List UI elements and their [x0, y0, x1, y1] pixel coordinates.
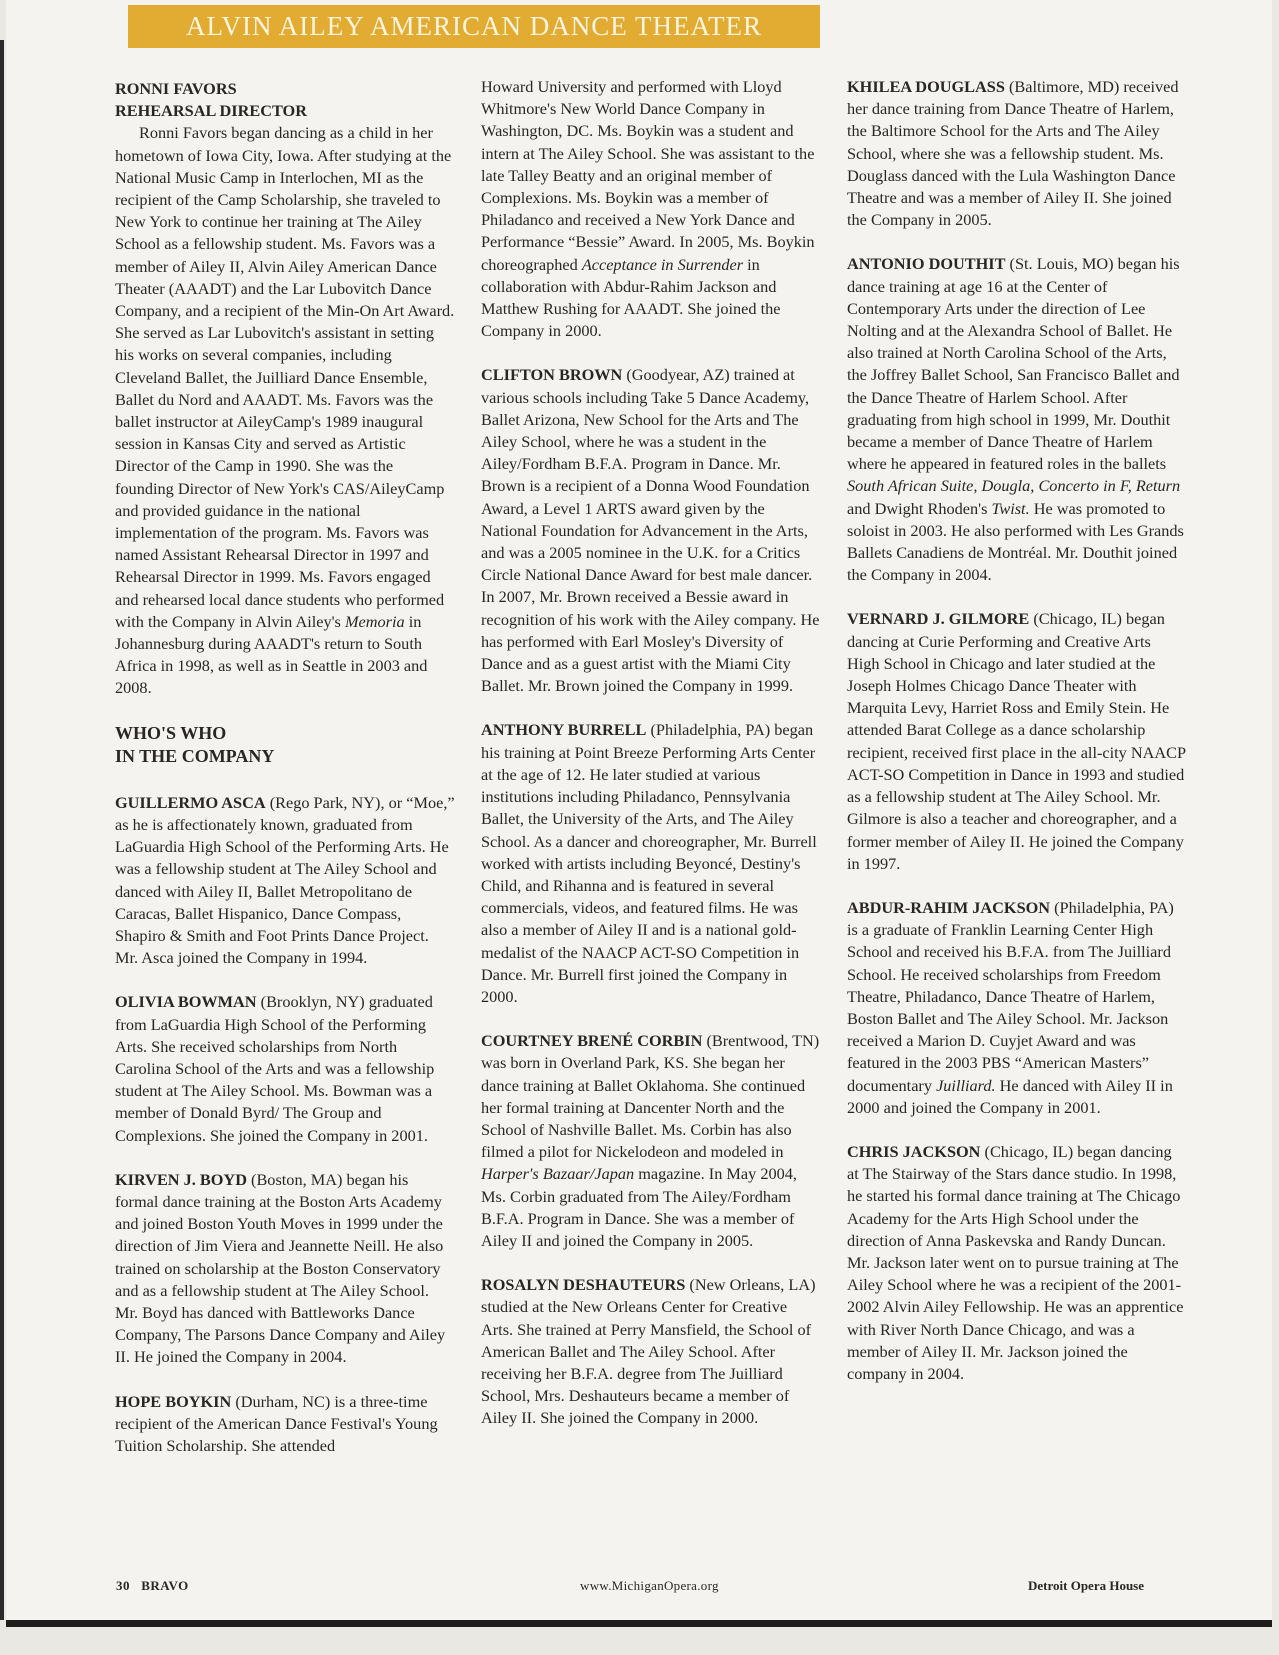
page-spine — [0, 40, 4, 1620]
burrell-entry: ANTHONY BURRELL (Philadelphia, PA) began his training at Point Breeze Performing Arts Center at the age of 12. He later studied at various institutions including Philadanco, Pennsylvania Ballet, the University of the Arts, and The Ailey School. As a dancer and choreographer, Mr. Burrell worked with artists including Beyoncé, Destiny's Child, and Rihanna and is featured in several commercials, videos, and featured films. He was also a member of Ailey II and is a national gold-medalist of the NAACP ACT-SO Competition in Dance. Mr. Burrell first joined the Company in 2000. — [481, 720, 817, 1006]
deshauteurs-name: ROSALYN DESHAUTEURS — [481, 1275, 686, 1295]
bowman-entry: OLIVIA BOWMAN (Brooklyn, NY) graduated from LaGuardia High School of the Performing Arts. She received scholarships from North Carolina School of the Arts and was a fellowship student at The Ailey School. Ms. Bowman was a member of Donald Byrd/ The Group and Complexions. She joined the Company in 2001. — [115, 992, 435, 1145]
boyd-entry: KIRVEN J. BOYD (Boston, MA) began his formal dance training at the Boston Arts Academy and joined Boston Youth Moves in 1999 under the direction of Jim Viera and Jeannette Neill. He also trained on scholarship at the Boston Conservatory and as a fellowship student at The Ailey School. Mr. Boyd has danced with Battleworks Dance Company, The Parsons Dance Company and Ailey II. He joined the Company in 2004. — [115, 1169, 446, 1367]
boykin-work-title: Acceptance in Surrender — [581, 254, 744, 274]
header-title: ALVIN AILEY AMERICAN DANCE THEATER — [186, 11, 762, 41]
asca-name: GUILLERMO ASCA — [115, 792, 266, 812]
burrell-name: ANTHONY BURRELL — [481, 720, 647, 740]
gilmore-name: VERNARD J. GILMORE — [847, 609, 1030, 629]
douglass-entry: KHILEA DOUGLASS (Baltimore, MD) received her dance training from Dance Theatre of Harlem, the Baltimore School for the Arts and The Ailey School, where she was a fellowship student. Ms. Douglass danced with the Lula Washington Dance Theatre and was a member of Ailey II. She joined the Company in 2005. — [847, 77, 1179, 230]
column-3 — [847, 76, 1187, 1407]
bowman-name: OLIVIA BOWMAN — [115, 992, 257, 1012]
page-number: 30 — [116, 1578, 130, 1593]
publication-name: BRAVO — [141, 1578, 189, 1593]
boyd-name: KIRVEN J. BOYD — [115, 1169, 247, 1189]
ronni-bio: Ronni Favors began dancing as a child in her hometown of Iowa City, Iowa. After studying at the National Music Camp in Interlochen, MI as the recipient of the Camp Scholarship, she traveled to New York to continue her training at The Ailey School as a fellowship student. Ms. Favors was a member of Ailey II, Alvin Ailey American Dance Theater (AAADT) and the Lar Lubovitch Dance Company, and a recipient of the Min-On Art Award. She served as Lar Lubovitch's assistant in setting his works on several companies, including Cleveland Ballet, the Juilliard Dance Ensemble, Ballet du Nord and AAADT. Ms. Favors was the ballet instructor at AileyCamp's 1989 inaugural session in Kansas City and served as Artistic Director of the Camp in 1990. She was the founding Director of New York's CAS/AileyCamp and provided guidance in the national implementation of the program. Ms. Favors was named Assistant Rehearsal Director in 1997 and Rehearsal Director in 1999. Ms. Favors engaged and rehearsed local dance students who performed with the Company in Alvin Ailey's Memoria in Johannesburg during AAADT's return to South Africa in 1998, as well as in Seattle in 2003 and 2008. — [115, 123, 455, 698]
ronni-name: RONNI FAVORS — [115, 79, 237, 98]
ronni-role: REHEARSAL DIRECTOR — [115, 101, 307, 121]
boykin-name: HOPE BOYKIN — [115, 1391, 232, 1411]
cjackson-name: CHRIS JACKSON — [847, 1141, 981, 1161]
ajackson-entry: ABDUR-RAHIM JACKSON (Philadelphia, PA) is a graduate of Franklin Learning Center High School and received his B.F.A. from The Juilliard School. He received scholarships from Freedom Theatre, Philadanco, Dance Theatre of Harlem, Boston Ballet and The Ailey School. Mr. Jackson received a Marion D. Cuyjet Award and was featured in the 2003 PBS “American Masters” documentary Juilliard. He danced with Ailey II in 2000 and joined the Company in 2001. — [847, 897, 1174, 1117]
brown-name: CLIFTON BROWN — [481, 365, 623, 385]
column-2 — [481, 76, 821, 1452]
boykin-entry-cont — [481, 76, 821, 342]
deshauteurs-entry: ROSALYN DESHAUTEURS (New Orleans, LA) studied at the New Orleans Center for Creative Arts. She trained at Perry Mansfield, the School of American Ballet and The Ailey School. After receiving her B.F.A. degree from The Juilliard School, Mrs. Deshauteurs became a member of Ailey II. She joined the Company in 2000. — [481, 1275, 816, 1428]
douthit-name: ANTONIO DOUTHIT — [847, 254, 1006, 274]
bottom-rule — [6, 1620, 1272, 1627]
corbin-name: COURTNEY BRENÉ CORBIN — [481, 1031, 703, 1051]
boykin-cont-text: Howard University and performed with Lloyd Whitmore's New World Dance Company in Washington, DC. Ms. Boykin was a student and intern at The Ailey School. She was assistant to the late Talley Beatty and an original member of Complexions. Ms. Boykin was a member of Philadanco and received a New York Dance and Performance “Bessie” Award. In 2005, Ms. Boykin choreographed Acceptance in Surrender in collaboration with Abdur-Rahim Jackson and Matthew Rushing for AAADT. She joined the Company in 2000. — [481, 77, 815, 341]
douglass-name: KHILEA DOUGLASS — [847, 77, 1005, 96]
footer-url: www.MichiganOpera.org — [580, 1578, 719, 1593]
douthit-entry: ANTONIO DOUTHIT (St. Louis, MO) began his dance training at age 16 at the Center of Contemporary Arts under the direction of Lee Nolting and at the Alexandra School of Ballet. He also trained at North Carolina School of the Arts, the Joffrey Ballet School, San Francisco Ballet and the Dance Theatre of Harlem School. After graduating from high school in 1999, Mr. Douthit became a member of Dance Theatre of Harlem where he appeared in featured roles in the ballets South African Suite, Dougla, Concerto in F, Return and Dwight Rhoden's Twist. He was promoted to soloist in 2003. He also performed with Les Grands Ballets Canadiens de Montréal. Mr. Douthit joined the Company in 2004. — [847, 254, 1184, 585]
footer-venue: Detroit Opera House — [1028, 1578, 1145, 1593]
gilmore-entry: VERNARD J. GILMORE (Chicago, IL) began dancing at Curie Performing and Creative Arts High School in Chicago and later studied at the Joseph Holmes Chicago Dance Theater with Marquita Levy, Harriet Ross and Emily Stein. He attended Barat College as a dance scholarship recipient, received first place in the all-city NAACP ACT-SO Competition in Dance in 1993 and studied as a fellowship student at The Ailey School. Mr. Gilmore is also a teacher and choreographer, and a former member of Ailey II. He joined the Company in 1997. — [847, 609, 1186, 873]
boykin-entry: HOPE BOYKIN (Durham, NC) is a three-time recipient of the American Dance Festival's Young Tuition Scholarship. She attended — [115, 1391, 438, 1455]
brown-entry: CLIFTON BROWN (Goodyear, AZ) trained at various schools including Take 5 Dance Academy, Ballet Arizona, New School for the Arts and The Ailey School, where he was a student in the Ailey/Fordham B.F.A. Program in Dance. Mr. Brown is a recipient of a Donna Wood Foundation Award, a Level 1 ARTS award given by the National Foundation for Advancement in the Arts, and was a 2005 nominee in the U.K. for a Critics Circle National Dance Award for best male dancer. In 2007, Mr. Brown received a Bessie award in recognition of his work with the Ailey company. He has performed with Earl Mosley's Diversity of Dance and as a guest artist with the Miami City Ballet. Mr. Brown joined the Company in 1999. — [481, 365, 820, 696]
whos-who-heading: WHO'S WHO IN THE COMPANY — [115, 722, 275, 766]
column-1 — [115, 78, 455, 1479]
ronni-favors-entry — [115, 78, 455, 700]
cjackson-entry: CHRIS JACKSON (Chicago, IL) began dancing at The Stairway of the Stars dance studio. In 1998, he started his formal dance training at The Chicago Academy for the Arts High School under the direction of Anna Paskevska and Randy Duncan. Mr. Jackson later went on to pursue training at The Ailey School where he was a recipient of the 2001-2002 Alvin Ailey Fellowship. He was an apprentice with River North Dance Chicago, and was a member of Ailey II. Mr. Jackson joined the company in 2004. — [847, 1141, 1184, 1383]
asca-entry: GUILLERMO ASCA (Rego Park, NY), or “Moe,” as he is affectionately known, graduated from LaGuardia High School of the Performing Arts. He was a fellowship student at The Ailey School and danced with Ailey II, Ballet Metropolitano de Caracas, Ballet Hispanico, Dance Compass, Shapiro & Smith and Foot Prints Dance Project. Mr. Asca joined the Company in 1994. — [115, 792, 455, 968]
footer-left — [116, 1578, 189, 1594]
ajackson-name: ABDUR-RAHIM JACKSON — [847, 897, 1051, 917]
header-band — [128, 5, 820, 48]
corbin-entry: COURTNEY BRENÉ CORBIN (Brentwood, TN) was born in Overland Park, KS. She began her dance training at Ballet Oklahoma. She continued her formal training at Dancenter North and the School of Nashville Ballet. Ms. Corbin has also filmed a pilot for Nickelodeon and modeled in Harper's Bazaar/Japan magazine. In May 2004, Ms. Corbin graduated from The Ailey/Fordham B.F.A. Program in Dance. She was a member of Ailey II and joined the Company in 2005. — [481, 1031, 820, 1250]
